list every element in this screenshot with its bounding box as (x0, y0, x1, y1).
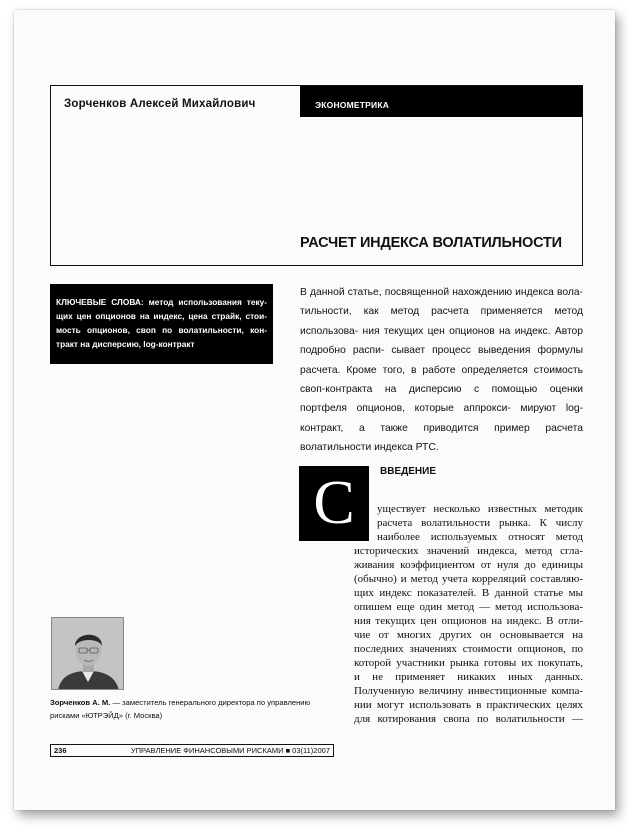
body-line: опишем еще один метод — метод использова- (354, 601, 583, 613)
photo-caption (50, 696, 334, 722)
drop-cap: С (299, 466, 369, 541)
author-portrait-icon (52, 618, 124, 690)
abstract: В данной статье, посвященной нахождению индекса вола- тильности, как метод расчета применяется метод использова- ния текущих цен опционов на индекс. Автор подробно распи- сывает процесс выведения формулы расчета. Кроме того, в работе определяется стоимость своп-контракта на дисперсию с помощью оценки портфеля опционов, которые аппрокси- мируют log-контракт, а также приводится пример расчета волатильности индекса РТС. (300, 287, 583, 454)
body-line: для котирования свопа по волатильности — (354, 713, 583, 725)
body-line: наиболее используемых относят метод (377, 531, 583, 543)
caption-text: — заместитель генерального директора по управлению рисками «ЮТРЭЙД» (г. Москва) (50, 698, 311, 720)
body-line: и не применяет никаких иных данных. (354, 671, 583, 683)
body-line: исторических значений индекса, метод сгла- (354, 545, 583, 557)
caption-name: Зорченков А. М. (50, 698, 111, 707)
body-line: ния текущих цен опционов на индекс. В отли- (354, 615, 583, 627)
body-line: последних значениях стоимости опционов, по (354, 643, 583, 655)
body-line: расчета волатильности рынка. К числу (377, 517, 583, 529)
author-name: Зорченков Алексей Михайлович (64, 98, 256, 110)
journal-issue: УПРАВЛЕНИЕ ФИНАНСОВЫМИ РИСКАМИ ■ 03(11)2007 (130, 746, 330, 755)
keywords-text: метод использования теку- щих цен опционов на индекс, цена страйк, стои- мость опционов, своп по волатильности, кон- тракт на дисперсию, log-контракт (56, 297, 267, 349)
article-title: РАСЧЕТ ИНДЕКСА ВОЛАТИЛЬНОСТИ (300, 235, 562, 251)
intro-heading: ВВЕДЕНИЕ (380, 466, 436, 477)
body-line: живания коэффициентом от нуля до единицы (354, 559, 583, 571)
keywords-box (50, 284, 273, 364)
body-line: (обычно) и метод учета корреляций составляю- (354, 573, 583, 585)
body-line: щих индекс показателей. В данной статье мы (354, 587, 583, 599)
page-footer (50, 744, 334, 757)
body-line: Полученную величину инвестиционные компа- (354, 685, 583, 697)
section-label: ЭКОНОМЕТРИКА (300, 86, 583, 117)
author-photo (51, 617, 124, 690)
body-line: уществует несколько известных методик (377, 503, 583, 515)
page-number: 236 (54, 746, 67, 755)
body-line: которой участники рынка готовы их покупать, (354, 657, 583, 669)
keywords-label: КЛЮЧЕВЫЕ СЛОВА: (56, 297, 144, 307)
body-line: чие от многих других он основывается на (354, 629, 583, 641)
body-line: нии могут использовать в практических целях (354, 699, 583, 711)
